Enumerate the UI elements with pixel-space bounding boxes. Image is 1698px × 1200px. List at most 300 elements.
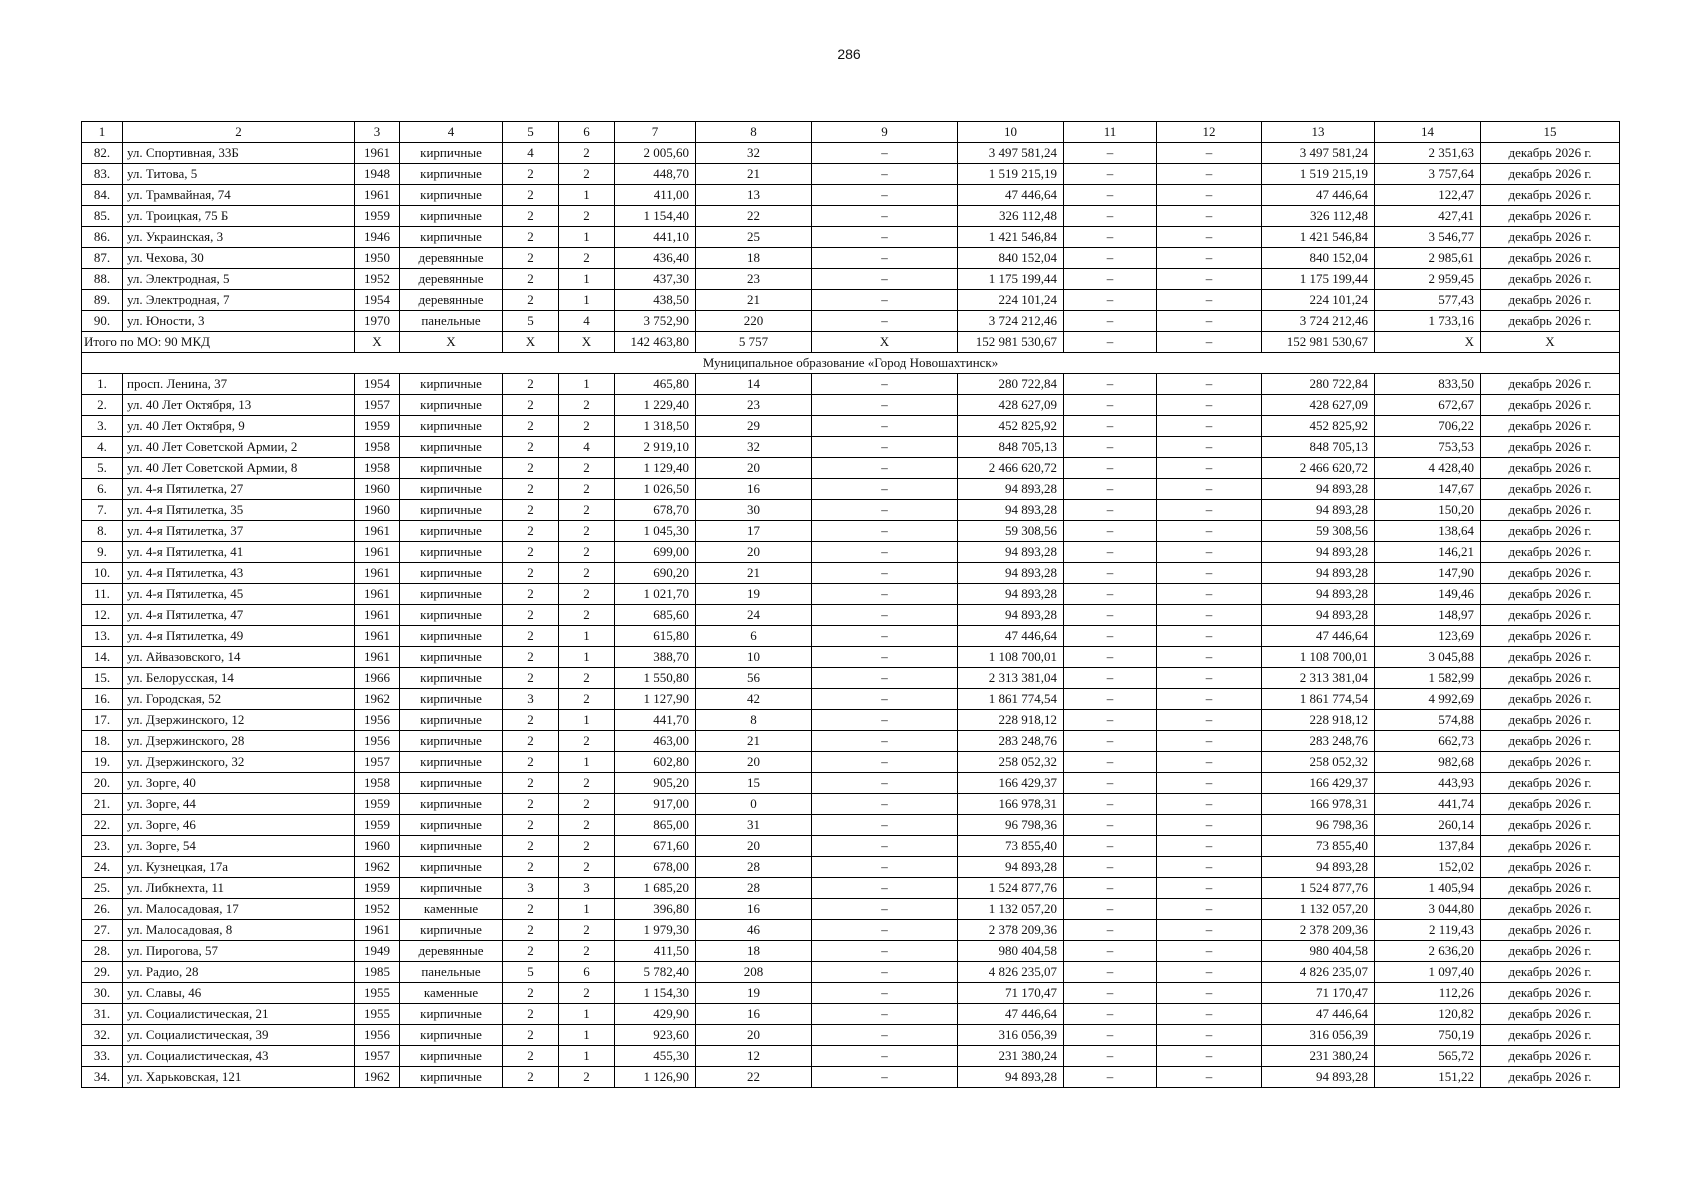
- table-cell: декабрь 2026 г.: [1481, 920, 1620, 941]
- table-cell: 73 855,40: [1262, 836, 1375, 857]
- table-cell: 4 826 235,07: [958, 962, 1064, 983]
- table-cell: 47 446,64: [958, 185, 1064, 206]
- table-row: [82, 290, 1620, 311]
- table-cell: 437,30: [615, 269, 696, 290]
- table-cell: –: [1064, 206, 1157, 227]
- table-cell: –: [812, 164, 958, 185]
- table-cell: 1961: [355, 605, 400, 626]
- table-cell: 1 685,20: [615, 878, 696, 899]
- table-cell: 2 378 209,36: [1262, 920, 1375, 941]
- table-cell: 20: [696, 836, 812, 857]
- table-cell: 2 005,60: [615, 143, 696, 164]
- table-cell: –: [1064, 668, 1157, 689]
- table-cell: –: [1064, 647, 1157, 668]
- table-cell: ул. Белорусская, 14: [123, 668, 355, 689]
- table-cell: 2: [503, 416, 559, 437]
- table-cell: 94 893,28: [1262, 857, 1375, 878]
- table-cell: 427,41: [1375, 206, 1481, 227]
- table-cell: 32: [696, 437, 812, 458]
- table-cell: 672,67: [1375, 395, 1481, 416]
- table-cell: –: [1157, 878, 1262, 899]
- table-cell: ул. Чехова, 30: [123, 248, 355, 269]
- table-row: [82, 605, 1620, 626]
- table-cell: 94 893,28: [1262, 563, 1375, 584]
- table-cell: –: [812, 542, 958, 563]
- table-cell: 2: [559, 563, 615, 584]
- table-cell: –: [812, 773, 958, 794]
- table-cell: панельные: [400, 311, 503, 332]
- table-cell: 1 154,40: [615, 206, 696, 227]
- table-cell: 1 524 877,76: [958, 878, 1064, 899]
- table-cell: 56: [696, 668, 812, 689]
- table-cell: 146,21: [1375, 542, 1481, 563]
- table-cell: 2: [503, 1004, 559, 1025]
- table-cell: 2: [503, 395, 559, 416]
- table-cell: кирпичные: [400, 1046, 503, 1067]
- column-number-cell: 9: [812, 122, 958, 143]
- table-row: [82, 626, 1620, 647]
- table-cell: деревянные: [400, 248, 503, 269]
- table-cell: 2: [559, 920, 615, 941]
- table-cell: 30.: [82, 983, 123, 1004]
- table-cell: 2 313 381,04: [1262, 668, 1375, 689]
- table-cell: 1 421 546,84: [1262, 227, 1375, 248]
- table-cell: 1960: [355, 479, 400, 500]
- table-cell: –: [1064, 479, 1157, 500]
- table-cell: 565,72: [1375, 1046, 1481, 1067]
- total-cell: –: [1157, 332, 1262, 353]
- table-cell: 21: [696, 731, 812, 752]
- table-cell: 231 380,24: [1262, 1046, 1375, 1067]
- table-cell: 2 466 620,72: [958, 458, 1064, 479]
- table-cell: 1: [559, 374, 615, 395]
- table-cell: 87.: [82, 248, 123, 269]
- table-cell: –: [1157, 164, 1262, 185]
- table-cell: 3 752,90: [615, 311, 696, 332]
- table-cell: 89.: [82, 290, 123, 311]
- table-cell: 1955: [355, 1004, 400, 1025]
- table-cell: 316 056,39: [1262, 1025, 1375, 1046]
- table-cell: 94 893,28: [1262, 1067, 1375, 1088]
- table-cell: 1 421 546,84: [958, 227, 1064, 248]
- table-cell: –: [1064, 164, 1157, 185]
- table-cell: –: [812, 563, 958, 584]
- table-cell: декабрь 2026 г.: [1481, 983, 1620, 1004]
- table-cell: декабрь 2026 г.: [1481, 542, 1620, 563]
- table-cell: 4.: [82, 437, 123, 458]
- table-cell: 2: [503, 626, 559, 647]
- table-cell: 2: [559, 815, 615, 836]
- table-cell: 2: [559, 416, 615, 437]
- table-cell: –: [1064, 710, 1157, 731]
- table-cell: 2: [559, 143, 615, 164]
- table-cell: 2: [559, 605, 615, 626]
- table-cell: 17.: [82, 710, 123, 731]
- table-cell: кирпичные: [400, 458, 503, 479]
- table-cell: 690,20: [615, 563, 696, 584]
- table-cell: –: [812, 626, 958, 647]
- table-row: [82, 164, 1620, 185]
- table-row: [82, 710, 1620, 731]
- table-cell: ул. 4-я Пятилетка, 45: [123, 584, 355, 605]
- column-number-cell: 12: [1157, 122, 1262, 143]
- table-cell: декабрь 2026 г.: [1481, 899, 1620, 920]
- table-cell: –: [812, 185, 958, 206]
- table-cell: декабрь 2026 г.: [1481, 500, 1620, 521]
- table-cell: –: [1064, 899, 1157, 920]
- table-cell: 1946: [355, 227, 400, 248]
- table-cell: –: [1064, 1004, 1157, 1025]
- table-cell: –: [812, 857, 958, 878]
- table-cell: 208: [696, 962, 812, 983]
- table-cell: 280 722,84: [958, 374, 1064, 395]
- table-cell: декабрь 2026 г.: [1481, 815, 1620, 836]
- table-cell: декабрь 2026 г.: [1481, 794, 1620, 815]
- table-cell: 396,80: [615, 899, 696, 920]
- table-cell: –: [1157, 815, 1262, 836]
- table-cell: 83.: [82, 164, 123, 185]
- table-cell: –: [1064, 689, 1157, 710]
- table-cell: ул. Либкнехта, 11: [123, 878, 355, 899]
- table-cell: ул. 40 Лет Октября, 9: [123, 416, 355, 437]
- table-cell: 2: [559, 668, 615, 689]
- table-cell: 13.: [82, 626, 123, 647]
- table-cell: 228 918,12: [958, 710, 1064, 731]
- table-cell: кирпичные: [400, 542, 503, 563]
- table-cell: кирпичные: [400, 647, 503, 668]
- table-cell: 982,68: [1375, 752, 1481, 773]
- table-cell: –: [1157, 731, 1262, 752]
- table-cell: 31: [696, 815, 812, 836]
- table-cell: –: [812, 689, 958, 710]
- table-cell: 1: [559, 185, 615, 206]
- table-cell: 2: [503, 1025, 559, 1046]
- table-cell: 15: [696, 773, 812, 794]
- table-cell: 94 893,28: [1262, 584, 1375, 605]
- table-cell: –: [1064, 227, 1157, 248]
- table-cell: –: [1157, 626, 1262, 647]
- table-cell: 388,70: [615, 647, 696, 668]
- table-cell: –: [1064, 500, 1157, 521]
- table-cell: –: [812, 143, 958, 164]
- table-cell: 602,80: [615, 752, 696, 773]
- table-cell: 1958: [355, 458, 400, 479]
- total-cell: 152 981 530,67: [958, 332, 1064, 353]
- table-row: [82, 773, 1620, 794]
- table-cell: 2: [503, 521, 559, 542]
- table-cell: –: [1064, 437, 1157, 458]
- table-row: [82, 479, 1620, 500]
- table-cell: –: [1157, 374, 1262, 395]
- table-cell: –: [1064, 584, 1157, 605]
- column-number-row: [82, 122, 1620, 143]
- table-cell: 443,93: [1375, 773, 1481, 794]
- table-cell: декабрь 2026 г.: [1481, 143, 1620, 164]
- table-cell: –: [1157, 563, 1262, 584]
- table-cell: панельные: [400, 962, 503, 983]
- table-cell: –: [1064, 1046, 1157, 1067]
- table-cell: –: [1157, 710, 1262, 731]
- table-cell: 1 132 057,20: [1262, 899, 1375, 920]
- table-cell: ул. 4-я Пятилетка, 35: [123, 500, 355, 521]
- table-cell: 3 497 581,24: [1262, 143, 1375, 164]
- table-cell: –: [1064, 248, 1157, 269]
- table-cell: 2: [559, 458, 615, 479]
- table-cell: 5.: [82, 458, 123, 479]
- table-cell: 1 021,70: [615, 584, 696, 605]
- table-cell: декабрь 2026 г.: [1481, 395, 1620, 416]
- column-number-cell: 15: [1481, 122, 1620, 143]
- table-cell: 112,26: [1375, 983, 1481, 1004]
- table-row: [82, 437, 1620, 458]
- table-cell: 22.: [82, 815, 123, 836]
- table-row: [82, 1067, 1620, 1088]
- table-cell: декабрь 2026 г.: [1481, 941, 1620, 962]
- table-cell: 428 627,09: [1262, 395, 1375, 416]
- table-cell: 24.: [82, 857, 123, 878]
- table-cell: 90.: [82, 311, 123, 332]
- column-number-cell: 14: [1375, 122, 1481, 143]
- table-cell: ул. Айвазовского, 14: [123, 647, 355, 668]
- table-cell: 326 112,48: [1262, 206, 1375, 227]
- table-cell: 2: [503, 185, 559, 206]
- table-cell: 94 893,28: [958, 563, 1064, 584]
- table-cell: ул. Социалистическая, 21: [123, 1004, 355, 1025]
- table-cell: –: [1064, 731, 1157, 752]
- table-cell: 1962: [355, 689, 400, 710]
- table-cell: декабрь 2026 г.: [1481, 248, 1620, 269]
- table-cell: 7.: [82, 500, 123, 521]
- table-row: [82, 458, 1620, 479]
- table-cell: –: [812, 290, 958, 311]
- table-cell: 1961: [355, 626, 400, 647]
- table-cell: 1 524 877,76: [1262, 878, 1375, 899]
- table-cell: 2: [559, 584, 615, 605]
- table-cell: 577,43: [1375, 290, 1481, 311]
- table-cell: –: [1064, 143, 1157, 164]
- table-cell: ул. Городская, 52: [123, 689, 355, 710]
- table-cell: –: [812, 395, 958, 416]
- table-cell: –: [1157, 857, 1262, 878]
- table-cell: –: [1064, 920, 1157, 941]
- table-row: [82, 857, 1620, 878]
- table-cell: декабрь 2026 г.: [1481, 437, 1620, 458]
- table-cell: 2: [503, 752, 559, 773]
- table-cell: 122,47: [1375, 185, 1481, 206]
- table-cell: 231 380,24: [958, 1046, 1064, 1067]
- table-cell: декабрь 2026 г.: [1481, 1025, 1620, 1046]
- table-cell: 258 052,32: [1262, 752, 1375, 773]
- table-cell: –: [812, 311, 958, 332]
- table-row: [82, 878, 1620, 899]
- table-cell: 1: [559, 269, 615, 290]
- table-cell: декабрь 2026 г.: [1481, 878, 1620, 899]
- table-cell: 1: [559, 227, 615, 248]
- table-cell: 258 052,32: [958, 752, 1064, 773]
- table-cell: –: [1157, 752, 1262, 773]
- table-cell: 3: [559, 878, 615, 899]
- total-cell: Х: [559, 332, 615, 353]
- table-cell: декабрь 2026 г.: [1481, 563, 1620, 584]
- table-cell: –: [1157, 542, 1262, 563]
- table-cell: 1 175 199,44: [1262, 269, 1375, 290]
- table-cell: 20: [696, 1025, 812, 1046]
- table-row: [82, 1046, 1620, 1067]
- table-cell: –: [812, 206, 958, 227]
- table-cell: 19: [696, 983, 812, 1004]
- table-cell: 429,90: [615, 1004, 696, 1025]
- column-number-cell: 3: [355, 122, 400, 143]
- table-cell: 8: [696, 710, 812, 731]
- table-cell: 1: [559, 752, 615, 773]
- table-cell: 20: [696, 542, 812, 563]
- table-cell: 662,73: [1375, 731, 1481, 752]
- column-number-cell: 8: [696, 122, 812, 143]
- table-cell: –: [1064, 185, 1157, 206]
- table-cell: 615,80: [615, 626, 696, 647]
- column-number-cell: 13: [1262, 122, 1375, 143]
- table-row: [82, 227, 1620, 248]
- table-cell: 436,40: [615, 248, 696, 269]
- table-cell: 23: [696, 395, 812, 416]
- table-cell: 980 404,58: [1262, 941, 1375, 962]
- table-cell: 1949: [355, 941, 400, 962]
- table-cell: 1956: [355, 1025, 400, 1046]
- table-cell: кирпичные: [400, 773, 503, 794]
- table-cell: 706,22: [1375, 416, 1481, 437]
- table-cell: 5 782,40: [615, 962, 696, 983]
- table-cell: 1961: [355, 521, 400, 542]
- table-cell: 2: [503, 794, 559, 815]
- table-cell: 1961: [355, 563, 400, 584]
- table-cell: –: [812, 1004, 958, 1025]
- table-cell: 16: [696, 899, 812, 920]
- table-cell: декабрь 2026 г.: [1481, 185, 1620, 206]
- table-cell: 411,50: [615, 941, 696, 962]
- table-cell: 1956: [355, 731, 400, 752]
- table-row: [82, 983, 1620, 1004]
- table-cell: 1960: [355, 836, 400, 857]
- table-cell: 1 519 215,19: [958, 164, 1064, 185]
- table-cell: 1961: [355, 143, 400, 164]
- table-cell: 2: [503, 710, 559, 731]
- table-cell: декабрь 2026 г.: [1481, 584, 1620, 605]
- table-cell: кирпичные: [400, 416, 503, 437]
- table-cell: 2: [503, 458, 559, 479]
- table-row: [82, 584, 1620, 605]
- table-row: [82, 647, 1620, 668]
- table-cell: –: [1157, 983, 1262, 1004]
- table-cell: 148,97: [1375, 605, 1481, 626]
- table-cell: 17: [696, 521, 812, 542]
- table-cell: 840 152,04: [1262, 248, 1375, 269]
- table-cell: 6: [559, 962, 615, 983]
- table-row: [82, 815, 1620, 836]
- table-cell: 1966: [355, 668, 400, 689]
- table-cell: 1 861 774,54: [958, 689, 1064, 710]
- table-cell: 19.: [82, 752, 123, 773]
- table-cell: 848 705,13: [1262, 437, 1375, 458]
- table-cell: 85.: [82, 206, 123, 227]
- table-cell: 2: [559, 500, 615, 521]
- table-cell: 3 045,88: [1375, 647, 1481, 668]
- table-cell: –: [1157, 794, 1262, 815]
- table-cell: 166 978,31: [1262, 794, 1375, 815]
- table-cell: декабрь 2026 г.: [1481, 857, 1620, 878]
- table-cell: ул. Электродная, 5: [123, 269, 355, 290]
- table-row: [82, 731, 1620, 752]
- table-cell: 1954: [355, 290, 400, 311]
- table-cell: 33.: [82, 1046, 123, 1067]
- table-cell: 2: [503, 1046, 559, 1067]
- table-cell: –: [1064, 1025, 1157, 1046]
- table-cell: ул. 4-я Пятилетка, 49: [123, 626, 355, 647]
- table-cell: декабрь 2026 г.: [1481, 710, 1620, 731]
- table-cell: –: [1064, 290, 1157, 311]
- table-cell: кирпичные: [400, 605, 503, 626]
- section-title: Муниципальное образование «Город Новошахтинск»: [82, 353, 1620, 374]
- table-cell: 1: [559, 1025, 615, 1046]
- table-cell: –: [812, 416, 958, 437]
- table-row: [82, 395, 1620, 416]
- table-cell: 23: [696, 269, 812, 290]
- table-cell: 2: [503, 563, 559, 584]
- total-cell: –: [1064, 332, 1157, 353]
- table-cell: –: [1157, 458, 1262, 479]
- table-cell: 1 405,94: [1375, 878, 1481, 899]
- table-cell: –: [1064, 374, 1157, 395]
- table-cell: 22: [696, 206, 812, 227]
- table-cell: декабрь 2026 г.: [1481, 752, 1620, 773]
- table-cell: 2.: [82, 395, 123, 416]
- table-cell: 678,70: [615, 500, 696, 521]
- table-cell: –: [812, 584, 958, 605]
- table-cell: кирпичные: [400, 689, 503, 710]
- table-cell: декабрь 2026 г.: [1481, 668, 1620, 689]
- table-cell: кирпичные: [400, 185, 503, 206]
- table-cell: 2: [503, 164, 559, 185]
- table-cell: кирпичные: [400, 164, 503, 185]
- table-cell: ул. Титова, 5: [123, 164, 355, 185]
- table-cell: каменные: [400, 899, 503, 920]
- table-cell: 3: [503, 878, 559, 899]
- table-cell: 12: [696, 1046, 812, 1067]
- table-cell: 685,60: [615, 605, 696, 626]
- column-number-cell: 1: [82, 122, 123, 143]
- table-cell: –: [1064, 773, 1157, 794]
- table-cell: ул. Зорге, 54: [123, 836, 355, 857]
- table-cell: 18: [696, 941, 812, 962]
- table-cell: –: [1157, 773, 1262, 794]
- table-cell: 2: [503, 773, 559, 794]
- table-cell: 29: [696, 416, 812, 437]
- table-cell: –: [812, 647, 958, 668]
- table-cell: –: [812, 731, 958, 752]
- total-cell: 142 463,80: [615, 332, 696, 353]
- table-cell: ул. Харьковская, 121: [123, 1067, 355, 1088]
- total-cell: Х: [503, 332, 559, 353]
- table-cell: 1: [559, 710, 615, 731]
- table-row: [82, 311, 1620, 332]
- table-cell: 32.: [82, 1025, 123, 1046]
- table-cell: –: [812, 479, 958, 500]
- table-cell: 20: [696, 458, 812, 479]
- table-cell: –: [1157, 248, 1262, 269]
- table-cell: –: [1064, 626, 1157, 647]
- table-cell: 1958: [355, 773, 400, 794]
- column-number-cell: 7: [615, 122, 696, 143]
- table-cell: 0: [696, 794, 812, 815]
